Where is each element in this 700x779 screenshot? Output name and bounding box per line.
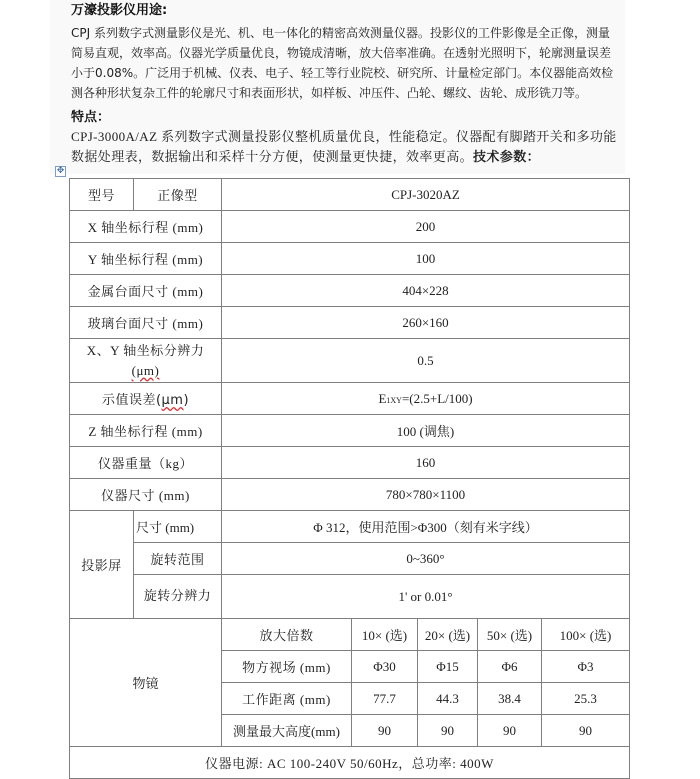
- row-label-line1: X、Y 轴坐标分辨力: [86, 342, 205, 358]
- power-row: [70, 747, 630, 779]
- header-type: 正像型: [134, 179, 222, 211]
- table-row: [70, 243, 630, 275]
- objective-cell: Φ15: [418, 651, 478, 683]
- intro-panel: [50, 0, 625, 174]
- header-model-value: CPJ-3020AZ: [222, 179, 630, 211]
- row-value: 160: [222, 447, 630, 479]
- objective-cell: 90: [542, 715, 630, 747]
- row-label-text: 示值误差(: [101, 393, 162, 408]
- row-value: 100: [222, 243, 630, 275]
- screen-sub-label: 尺寸 (mm): [134, 511, 222, 543]
- objective-sub-label: 工作距离 (mm): [222, 683, 352, 715]
- screen-row: [70, 543, 630, 575]
- row-label: X 轴坐标行程 (mm): [70, 211, 222, 243]
- screen-row: [70, 575, 630, 619]
- row-label: 玻璃台面尺寸 (mm): [70, 307, 222, 339]
- row-value: [222, 383, 630, 415]
- table-header-row: [70, 179, 630, 211]
- row-value: 260×160: [222, 307, 630, 339]
- objective-cell: Φ3: [542, 651, 630, 683]
- row-label: Z 轴坐标行程 (mm): [70, 415, 222, 447]
- screen-sub-label: 旋转分辨力: [134, 575, 222, 619]
- table-row: [70, 383, 630, 415]
- screen-sub-value: Φ 312，使用范围>Φ300（刻有米字线）: [222, 511, 630, 543]
- formula-rest: =(2.5+L/100): [401, 390, 473, 406]
- screen-sub-label: 旋转范围: [134, 543, 222, 575]
- features-body: [71, 127, 621, 168]
- row-label: Y 轴坐标行程 (mm): [70, 243, 222, 275]
- objective-cell: 90: [352, 715, 418, 747]
- objective-cell: Φ30: [352, 651, 418, 683]
- row-value: 0.5: [222, 339, 630, 383]
- usage-title: 万濠投影仪用途:: [71, 3, 168, 18]
- spec-table-wrap: [56, 166, 629, 779]
- objective-sub-label: 物方视场 (mm): [222, 651, 352, 683]
- features-title: 特点：: [71, 110, 111, 125]
- power-spec: 仪器电源: AC 100-240V 50/60Hz，总功率: 400W: [70, 747, 630, 779]
- table-row: [70, 447, 630, 479]
- screen-sub-value: 0~360°: [222, 543, 630, 575]
- objective-sub-label: 放大倍数: [222, 619, 352, 651]
- objective-group-label: 物镜: [70, 619, 222, 747]
- table-row: [70, 479, 630, 511]
- objective-sub-label: 测量最大高度(mm): [222, 715, 352, 747]
- spec-table: [69, 178, 630, 779]
- row-label-close: ): [183, 393, 190, 408]
- row-label: 仪器尺寸 (mm): [70, 479, 222, 511]
- objective-cell: 10× (选): [352, 619, 418, 651]
- table-row: [70, 211, 630, 243]
- objective-cell: 90: [478, 715, 542, 747]
- row-label: [70, 339, 222, 383]
- objective-cell: 38.4: [478, 683, 542, 715]
- formula-sub: 1XY: [386, 395, 402, 405]
- row-label: 仪器重量（kg）: [70, 447, 222, 479]
- objective-cell: 20× (选): [418, 619, 478, 651]
- objective-cell: 90: [418, 715, 478, 747]
- objective-cell: 50× (选): [478, 619, 542, 651]
- table-row: [70, 307, 630, 339]
- header-model: 型号: [70, 179, 134, 211]
- formula-e: E: [378, 390, 387, 406]
- screen-row: [70, 511, 630, 543]
- row-label-line2: (μm): [131, 362, 160, 378]
- screen-sub-value: 1' or 0.01°: [222, 575, 630, 619]
- objective-row: [70, 619, 630, 651]
- row-value: 200: [222, 211, 630, 243]
- row-label: 金属台面尺寸 (mm): [70, 275, 222, 307]
- features-text: CPJ-3000A/AZ 系列数字式测量投影仪整机质量优良，性能稳定。仪器配有脚踏开关和多功能数据处理表，数据输出和采样十分方便，使测量更快捷，效率更高。: [71, 129, 617, 164]
- row-label: [70, 383, 222, 415]
- row-label-unit: μm: [161, 393, 184, 408]
- objective-cell: 100× (选): [542, 619, 630, 651]
- table-move-handle-icon[interactable]: ✥: [56, 166, 65, 176]
- row-value: 780×780×1100: [222, 479, 630, 511]
- usage-body: CPJ 系列数字式测量影仪是光、机、电一体化的精密高效测量仪器。投影仪的工件影像是全正像，测量简易直观，效率高。仪器光学质量优良，物镜成清晰，放大倍率准确。在透射光照明下，轮廓测量误差小于0.08%。广泛用于机械、仪表、电子、轻工等行业院校、研究所、计量检定部门。本仪器能高效检测各种形状复杂工件的轮廓尺寸和表面形状，如样板、冲压件、凸轮、螺纹、齿轮、成形铣刀等。: [71, 26, 614, 100]
- objective-cell: 77.7: [352, 683, 418, 715]
- tech-params-label: 技术参数：: [473, 150, 541, 165]
- row-value: 100 (调焦): [222, 415, 630, 447]
- table-row: [70, 275, 630, 307]
- table-row: [70, 415, 630, 447]
- objective-cell: Φ6: [478, 651, 542, 683]
- objective-cell: 25.3: [542, 683, 630, 715]
- objective-cell: 44.3: [418, 683, 478, 715]
- table-row: [70, 339, 630, 383]
- screen-group-label: 投影屏: [70, 511, 134, 619]
- row-value: 404×228: [222, 275, 630, 307]
